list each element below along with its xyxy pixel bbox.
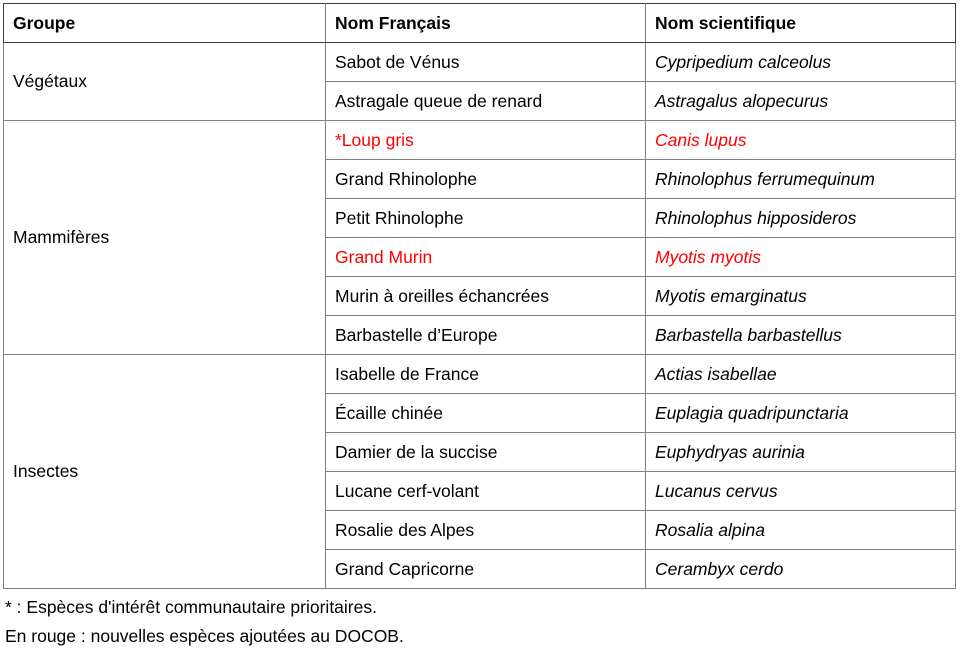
scientific-name-cell: Rosalia alpina — [646, 511, 956, 550]
table-body — [4, 43, 956, 589]
table-row — [4, 121, 956, 160]
scientific-name-cell: Cypripedium calceolus — [646, 43, 956, 82]
french-name-cell: Damier de la succise — [326, 433, 646, 472]
table-header — [4, 4, 956, 43]
french-name-cell: Grand Capricorne — [326, 550, 646, 589]
french-name-cell: Sabot de Vénus — [326, 43, 646, 82]
scientific-name-cell: Myotis myotis — [646, 238, 956, 277]
french-name-cell: Barbastelle d’Europe — [326, 316, 646, 355]
scientific-name-cell: Barbastella barbastellus — [646, 316, 956, 355]
footnote-priority-species: * : Espèces d'intérêt communautaire prioritaires. — [5, 597, 377, 617]
scientific-name-cell: Euphydryas aurinia — [646, 433, 956, 472]
scientific-name-cell: Lucanus cervus — [646, 472, 956, 511]
column-header-nom-scientifique: Nom scientifique — [646, 4, 956, 43]
french-name-cell: Astragale queue de renard — [326, 82, 646, 121]
group-cell: Mammifères — [4, 121, 326, 355]
french-name-cell: Murin à oreilles échancrées — [326, 277, 646, 316]
scientific-name-cell: Actias isabellae — [646, 355, 956, 394]
header-row — [4, 4, 956, 43]
footnote-red-species: En rouge : nouvelles espèces ajoutées au DOCOB. — [5, 625, 404, 646]
scientific-name-cell: Astragalus alopecurus — [646, 82, 956, 121]
french-name-cell: Rosalie des Alpes — [326, 511, 646, 550]
scientific-name-cell: Rhinolophus hipposideros — [646, 199, 956, 238]
french-name-cell: Grand Rhinolophe — [326, 160, 646, 199]
french-name-cell: Isabelle de France — [326, 355, 646, 394]
scientific-name-cell: Cerambyx cerdo — [646, 550, 956, 589]
scientific-name-cell: Myotis emarginatus — [646, 277, 956, 316]
scientific-name-cell: Rhinolophus ferrumequinum — [646, 160, 956, 199]
french-name-cell: Lucane cerf-volant — [326, 472, 646, 511]
scientific-name-cell: Euplagia quadripunctaria — [646, 394, 956, 433]
french-name-cell: Écaille chinée — [326, 394, 646, 433]
species-table — [3, 3, 956, 589]
column-header-nom-francais: Nom Français — [326, 4, 646, 43]
table-row — [4, 43, 956, 82]
table-row — [4, 355, 956, 394]
french-name-cell: Grand Murin — [326, 238, 646, 277]
column-header-groupe: Groupe — [4, 4, 326, 43]
group-cell: Insectes — [4, 355, 326, 589]
french-name-cell: Petit Rhinolophe — [326, 199, 646, 238]
footnotes — [3, 596, 971, 648]
group-cell: Végétaux — [4, 43, 326, 121]
french-name-cell: *Loup gris — [326, 121, 646, 160]
scientific-name-cell: Canis lupus — [646, 121, 956, 160]
